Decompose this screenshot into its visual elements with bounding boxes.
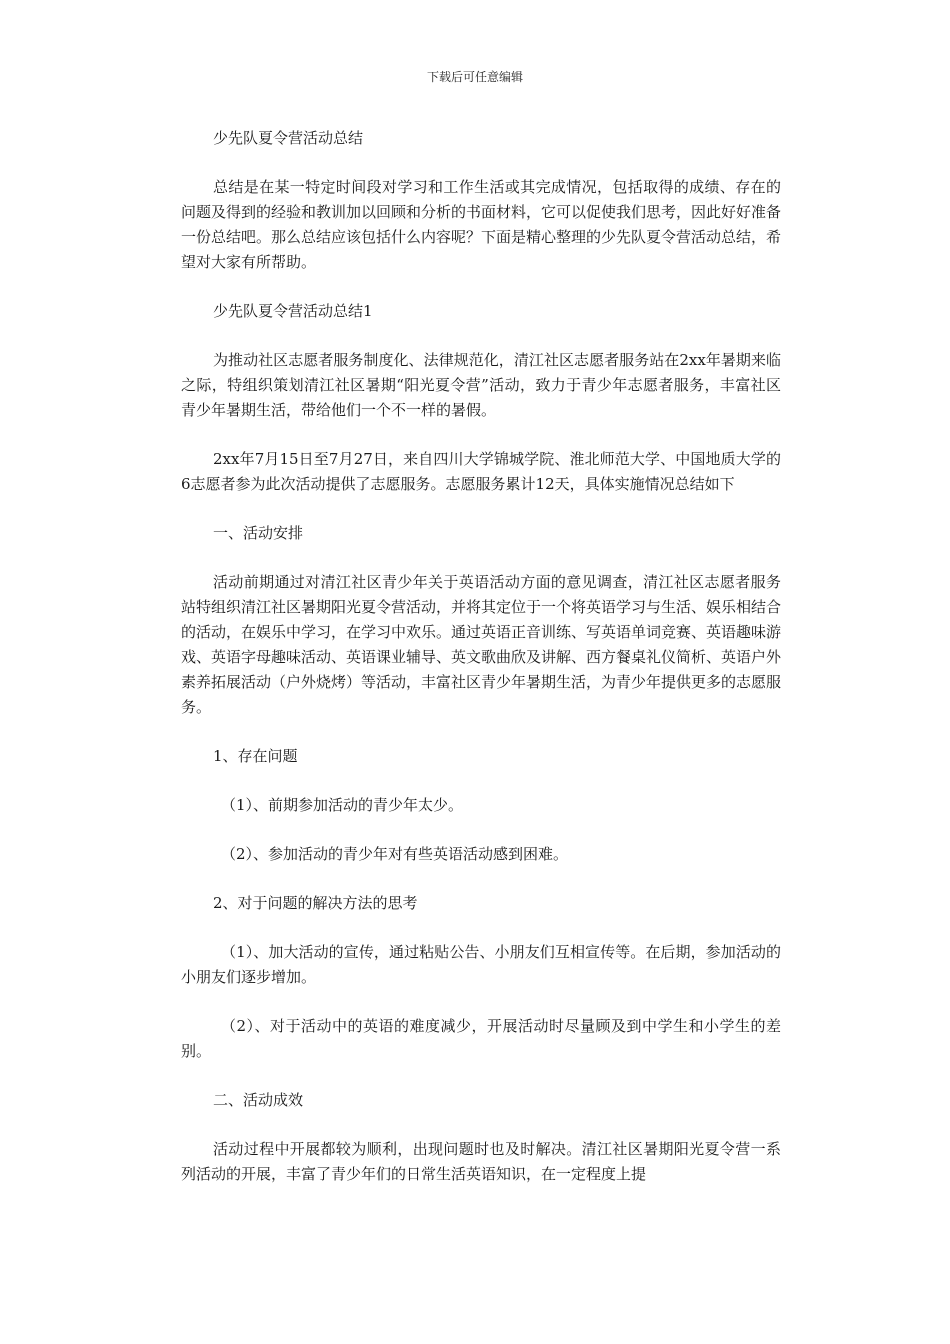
header-note: 下载后可任意编辑 xyxy=(426,70,523,84)
document-body xyxy=(181,126,781,1187)
section-heading-2: 二、活动成效 xyxy=(213,1091,304,1109)
section-heading-1: 一、活动安排 xyxy=(213,524,304,542)
paragraph-3: 活动前期通过对清江社区青少年关于英语活动方面的意见调查，清江社区志愿者服务站特组织清江社区暑期阳光夏令营活动，并将其定位于一个将英语学习与生活、娱乐相结合的活动，在娱乐中学习，在学习中欢乐。通过英语正音训练、写英语单词竞赛、英语趣味游戏、英语字母趣味活动、英语课业辅导、英文歌曲欣及讲解、西方餐桌礼仪简析、英语户外素养拓展活动（户外烧烤）等活动，丰富社区青少年暑期生活，为青少年提供更多的志愿服务。 xyxy=(181,573,782,716)
paragraph-2: 2xx年7月15日至7月27日，来自四川大学锦城学院、淮北师范大学、中国地质大学的6志愿者参为此次活动提供了志愿服务。志愿服务累计12天，具体实施情况总结如下 xyxy=(181,450,781,493)
intro-paragraph: 总结是在某一特定时间段对学习和工作生活或其完成情况，包括取得的成绩、存在的问题及得到的经验和教训加以回顾和分析的书面材料，它可以促使我们思考，因此好好准备一份总结吧。那么总结应该包括什么内容呢？下面是精心整理的少先队夏令营活动总结，希望对大家有所帮助。 xyxy=(181,178,782,271)
document-title: 少先队夏令营活动总结 xyxy=(213,129,364,147)
subtitle-1: 少先队夏令营活动总结1 xyxy=(213,302,373,320)
item-heading-1: 1、存在问题 xyxy=(213,747,298,765)
paragraph-4: 活动过程中开展都较为顺利，出现问题时也及时解决。清江社区暑期阳光夏令营一系列活动的开展，丰富了青少年们的日常生活英语知识，在一定程度上提 xyxy=(181,1140,781,1183)
item-heading-2: 2、对于问题的解决方法的思考 xyxy=(213,894,418,912)
list-item: （2）、对于活动中的英语的难度减少，开展活动时尽量顾及到中学生和小学生的差别。 xyxy=(181,1017,781,1060)
list-item: （1）、加大活动的宣传，通过粘贴公告、小朋友们互相宣传等。在后期，参加活动的小朋友们逐步增加。 xyxy=(181,943,781,986)
list-item: （2）、参加活动的青少年对有些英语活动感到困难。 xyxy=(221,845,569,863)
paragraph-1: 为推动社区志愿者服务制度化、法律规范化，清江社区志愿者服务站在2xx年暑期来临之际，特组织策划清江社区暑期“阳光夏令营”活动，致力于青少年志愿者服务，丰富社区青少年暑期生活，带给他们一个不一样的暑假。 xyxy=(181,351,781,419)
list-item: （1）、前期参加活动的青少年太少。 xyxy=(221,796,464,814)
